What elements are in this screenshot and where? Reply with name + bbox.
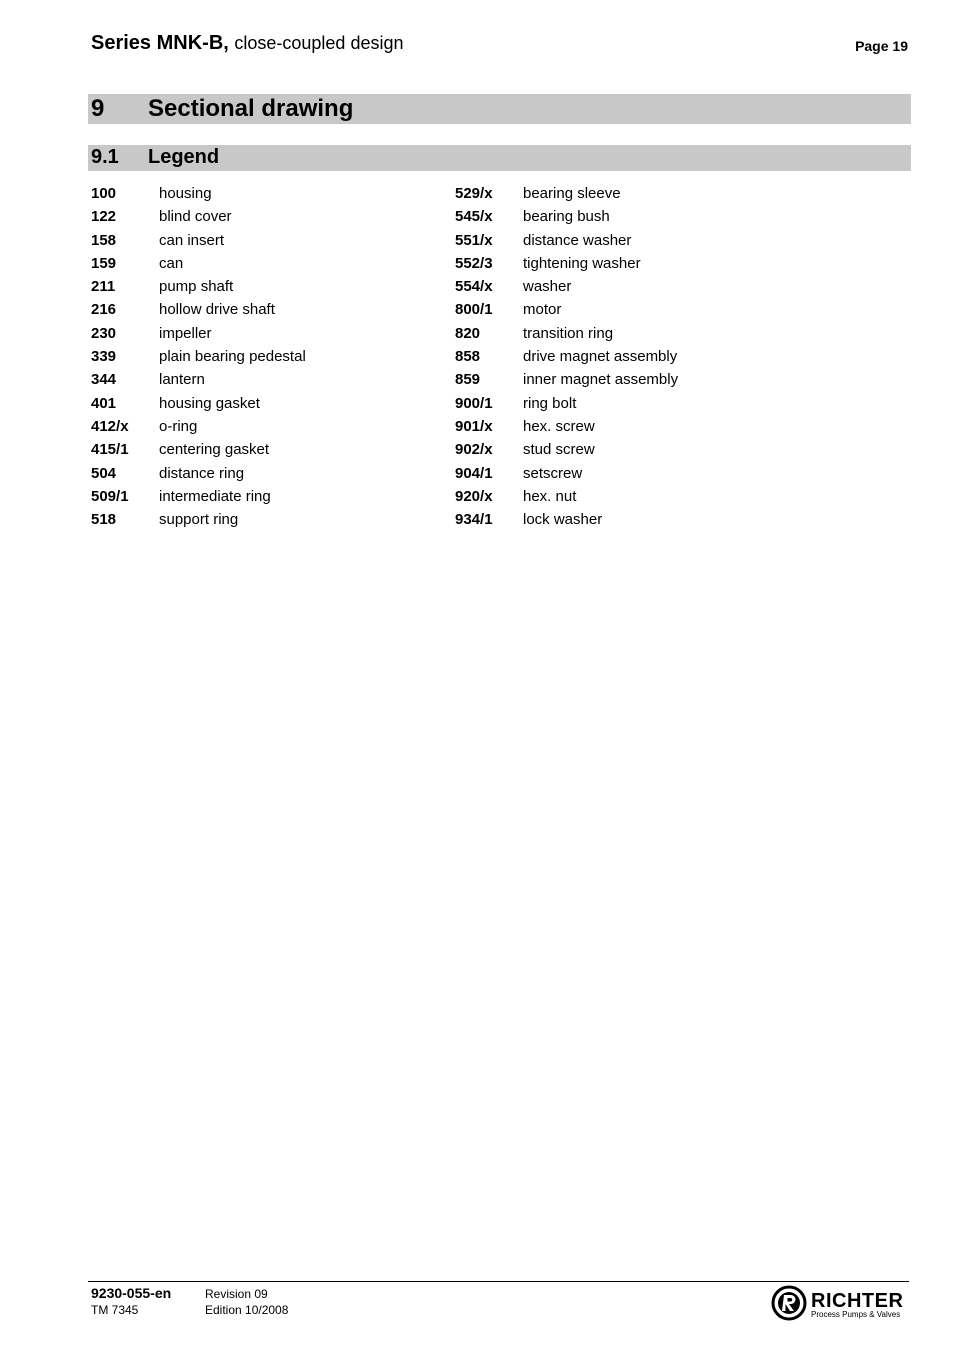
legend-item-description: support ring	[159, 511, 239, 529]
legend-item-description: bearing bush	[523, 208, 610, 226]
legend-item-code: 339	[91, 348, 117, 366]
footer-divider	[88, 1281, 909, 1282]
legend-item-code: 934/1	[455, 511, 493, 529]
legend-item-code: 800/1	[455, 301, 493, 319]
subsection-title: Legend	[148, 146, 220, 168]
legend-item-code: 211	[91, 278, 116, 296]
legend-item-description: centering gasket	[159, 441, 270, 459]
legend-item-description: can insert	[159, 231, 225, 249]
section-title: Sectional drawing	[148, 95, 354, 122]
legend-item-description: can	[159, 254, 184, 272]
legend-item-description: setscrew	[523, 464, 583, 482]
legend-item-code: 100	[91, 185, 117, 202]
legend-item-description: washer	[523, 278, 572, 296]
legend-item-description: plain bearing pedestal	[159, 348, 306, 366]
legend-item-code: 551/x	[455, 231, 493, 249]
legend-item-description: housing	[159, 185, 212, 202]
page-number: Page 19	[855, 38, 908, 54]
legend-item-code: 518	[91, 511, 117, 529]
legend-item-description: housing gasket	[159, 394, 260, 412]
logo-tagline: Process Pumps & Valves	[811, 1310, 901, 1319]
legend-item-code: 900/1	[455, 394, 493, 412]
logo-name: RICHTER	[811, 1290, 904, 1312]
legend-item-description: intermediate ring	[159, 487, 271, 505]
legend-item-code: 230	[91, 324, 117, 342]
legend-item-code: 858	[455, 348, 481, 366]
legend-item-code: 859	[455, 371, 481, 389]
legend-item-description: lantern	[159, 371, 205, 389]
legend-item-code: 159	[91, 254, 117, 272]
edition-text: Edition 10/2008	[205, 1303, 289, 1317]
legend-item-code: 545/x	[455, 208, 493, 226]
legend-item-description: inner magnet assembly	[523, 371, 679, 389]
document-number: 9230-055-en	[91, 1285, 172, 1301]
legend-item-description: hollow drive shaft	[159, 301, 275, 319]
legend-item-description: distance washer	[523, 231, 632, 249]
legend-item-description: motor	[523, 301, 562, 319]
legend-item-description: tightening washer	[523, 254, 641, 272]
legend-item-code: 820	[455, 324, 481, 342]
series-subtitle: close-coupled design	[234, 33, 404, 53]
legend-item-description: o-ring	[159, 417, 198, 435]
legend-item-code: 554/x	[455, 278, 493, 296]
legend-item-code: 920/x	[455, 487, 493, 505]
legend-item-description: hex. nut	[523, 487, 577, 505]
legend-item-code: 216	[91, 301, 117, 319]
richter-logo	[771, 1283, 911, 1323]
legend-item-description: drive magnet assembly	[523, 348, 678, 366]
legend-item-code: 529/x	[455, 185, 493, 202]
legend-item-description: distance ring	[159, 464, 245, 482]
legend-item-code: 509/1	[91, 487, 129, 505]
richter-r-logo-icon	[771, 1285, 807, 1321]
legend-item-code: 902/x	[455, 441, 493, 459]
series-name: Series MNK-B,	[91, 32, 229, 54]
legend-item-description: transition ring	[523, 324, 614, 342]
tm-number: TM 7345	[91, 1303, 139, 1317]
revision-text: Revision 09	[205, 1287, 268, 1301]
legend-item-code: 122	[91, 208, 117, 226]
legend-item-code: 904/1	[455, 464, 493, 482]
legend-item-code: 415/1	[91, 441, 129, 459]
legend-item-description: stud screw	[523, 441, 595, 459]
subsection-number: 9.1	[91, 146, 119, 168]
legend-item-code: 401	[91, 394, 117, 412]
legend-item-description: impeller	[159, 324, 212, 342]
legend-item-code: 504	[91, 464, 117, 482]
legend-item-code: 552/3	[455, 254, 493, 272]
document-series-title	[91, 32, 404, 55]
legend-item-code: 344	[91, 371, 117, 389]
legend-item-description: hex. screw	[523, 417, 595, 435]
legend-item-description: ring bolt	[523, 394, 577, 412]
legend-item-description: bearing sleeve	[523, 185, 621, 202]
legend-item-description: pump shaft	[159, 278, 234, 296]
legend-item-code: 412/x	[91, 417, 129, 435]
legend-item-description: lock washer	[523, 511, 603, 529]
legend-item-description: blind cover	[159, 208, 232, 226]
legend-item-code: 158	[91, 231, 117, 249]
section-number: 9	[91, 95, 105, 122]
legend-item-code: 901/x	[455, 417, 493, 435]
